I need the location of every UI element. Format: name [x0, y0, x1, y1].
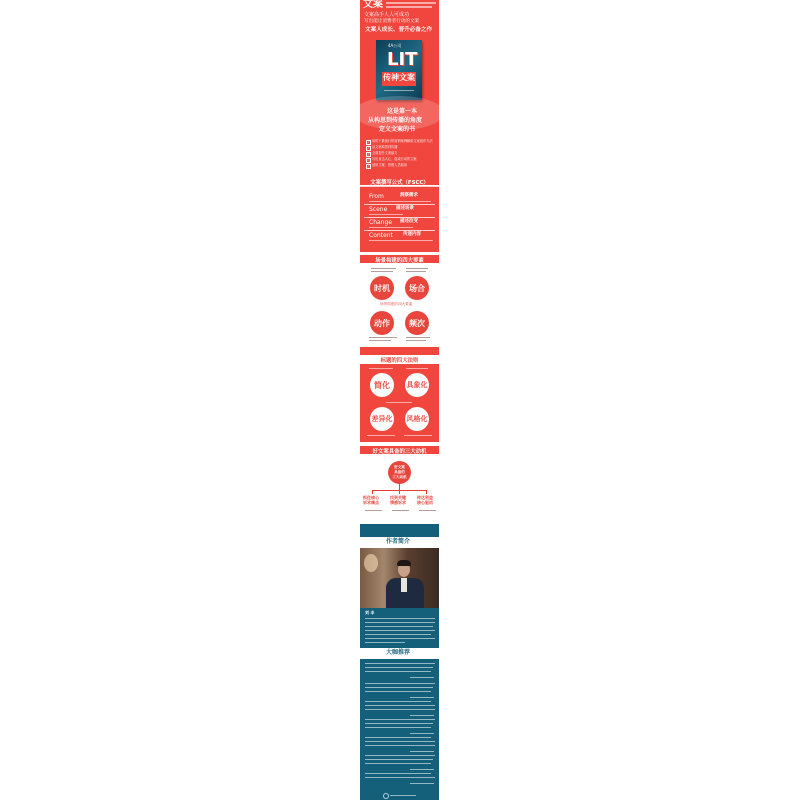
desc-line: [406, 368, 428, 369]
three-power-banner: 好文案具备的三大动机: [360, 446, 439, 454]
bullet-5: 适用文案、营销人员阅读: [372, 163, 408, 167]
check-icon: ✓: [367, 152, 370, 156]
author-photo-hair: [397, 560, 411, 566]
hero-tagline: 文案人成长、晋升必备之作: [365, 27, 433, 33]
author-banner: 作者简介: [386, 538, 411, 545]
review-text-line: [365, 667, 433, 668]
desc-line: [406, 337, 430, 338]
author-name: 刘 丰: [365, 610, 375, 615]
desc-line: [404, 435, 432, 436]
element-circle-timing: 时机: [370, 276, 394, 300]
author-divider-bar: [360, 524, 439, 537]
fscc-en-1: From: [369, 193, 384, 200]
review-text-line: [365, 723, 433, 724]
fscc-cn-4: 传递内容: [403, 232, 421, 237]
author-photo: [360, 548, 439, 608]
fscc-top-line: [360, 186, 439, 187]
fscc-section: [360, 186, 439, 252]
bullet-4: 写出直击人心、促成行动的文案: [372, 157, 417, 161]
fscc-desc-1: [369, 201, 431, 202]
reviews-section: [360, 659, 439, 800]
four-elements-section: [360, 252, 439, 347]
product-detail-strip: [360, 0, 439, 800]
motive-1-line-2: 诉求痛点: [363, 500, 379, 505]
four-rules-banner-wrap: [360, 355, 439, 364]
three-power-section: [360, 442, 439, 524]
fscc-divider: [364, 230, 435, 231]
tree-connector: [399, 490, 400, 494]
four-elements-banner: 场景构建的四大要素: [360, 255, 439, 263]
hero-title: 文案: [363, 0, 383, 10]
slogan-line-2: 从构思到传播的角度: [368, 117, 423, 124]
review-text-line: [365, 737, 431, 738]
desc-line: [371, 271, 393, 272]
review-signature-line: [410, 783, 434, 784]
desc-line: [371, 268, 396, 269]
book-cover-title: 传神文案: [383, 73, 415, 82]
four-rules-section: [360, 364, 439, 442]
slogan-line-1: 这是第一本: [387, 108, 418, 115]
fscc-cn-2: 描述场景: [396, 206, 414, 211]
desc-line: [419, 510, 436, 511]
bio-line: [365, 642, 405, 643]
hero-section: [360, 0, 439, 177]
footer-line: [390, 795, 416, 796]
rule-circle-concretize: 具象化: [405, 373, 429, 397]
review-text-line: [365, 663, 435, 664]
fscc-desc-2: [369, 214, 403, 215]
review-signature-line: [410, 677, 434, 678]
hero-subtitle-2: 写出能让消费者行动的文案: [364, 19, 420, 24]
review-signature-line: [410, 697, 434, 698]
tree-connector: [372, 490, 373, 494]
check-icon: ✓: [367, 140, 370, 144]
motive-1-line-1: 抓住核心: [363, 495, 379, 500]
review-text-line: [365, 719, 435, 720]
desc-line: [406, 268, 428, 269]
element-circle-occasion: 场合: [405, 276, 429, 300]
check-icon: ✓: [367, 146, 370, 150]
motive-2-line-1: 找到关键: [390, 495, 406, 500]
bullet-3: 全面提升文案能力: [372, 151, 398, 155]
review-text-line: [365, 691, 431, 692]
review-text-line: [365, 683, 435, 684]
desc-line: [367, 435, 395, 436]
hero-deco-line: [386, 6, 432, 8]
fscc-cn-3: 描述改变: [400, 219, 418, 224]
review-text-line: [365, 773, 431, 774]
four-rules-top-bar: [360, 347, 439, 355]
fscc-en-3: Change: [369, 219, 392, 226]
rule-circle-simplify: 简化: [370, 373, 394, 397]
review-text-line: [365, 763, 431, 764]
author-banner-wrap: [360, 537, 439, 548]
review-text-line: [365, 777, 435, 778]
reviews-banner-wrap: [360, 648, 439, 659]
fscc-banner: 文案撰写公式（FSCC）: [360, 177, 439, 185]
desc-line: [369, 340, 391, 341]
desc-line: [365, 510, 382, 511]
tree-connector: [426, 490, 427, 494]
fscc-en-4: Content: [369, 232, 393, 239]
book-cover: [376, 40, 422, 100]
review-text-line: [365, 687, 433, 688]
review-signature-line: [410, 733, 434, 734]
review-signature-line: [410, 769, 434, 770]
review-signature-line: [410, 715, 434, 716]
book-cover-top: 4A公司: [388, 43, 402, 48]
hero-subtitle-1: 文案高手人人可成功: [364, 12, 410, 18]
motive-3-line-1: 传达利益: [417, 495, 433, 500]
rule-circle-stylize: 风格化: [405, 407, 429, 431]
bio-line: [365, 622, 435, 623]
author-photo-shirt: [401, 578, 407, 592]
bio-line: [365, 618, 435, 619]
author-photo-lamp: [364, 554, 378, 572]
bio-line: [365, 638, 435, 639]
bio-line: [365, 626, 433, 627]
four-elements-center-label: 场景构建的四大要素: [380, 302, 413, 306]
fscc-banner-wrap: [360, 177, 439, 186]
review-signature-line: [410, 751, 434, 752]
reviews-banner: 大咖推荐: [386, 649, 411, 656]
motive-3-line-2: 核心驱动: [417, 500, 433, 505]
hero-deco-line: [386, 2, 436, 4]
bullet-2: 从文案构思到传播: [372, 145, 398, 149]
three-power-center-circle: 好文案 具备的 三大动机: [388, 461, 411, 484]
fscc-divider: [364, 217, 435, 218]
fscc-desc-4: [369, 240, 433, 241]
author-bio: [360, 608, 439, 648]
desc-line: [392, 510, 409, 511]
review-text-line: [365, 745, 435, 746]
review-text-line: [365, 671, 431, 672]
desc-line: [406, 271, 426, 272]
review-text-line: [365, 755, 435, 756]
fscc-desc-3: [369, 227, 413, 228]
fscc-divider: [364, 204, 435, 205]
bio-line: [365, 634, 431, 635]
rule-circle-differentiate: 差异化: [370, 407, 394, 431]
fscc-en-2: Scene: [369, 206, 388, 213]
desc-line: [386, 402, 412, 403]
desc-line: [369, 337, 397, 338]
bullet-1: 用时下最流行的营销案例解析文案创作方法: [372, 139, 433, 143]
desc-line: [369, 368, 393, 369]
four-rules-banner: 标题的四大法则: [360, 355, 439, 363]
book-cover-big: LIT: [387, 49, 418, 70]
review-text-line: [365, 701, 431, 702]
footer-logo-icon: [383, 793, 389, 799]
bio-line: [365, 630, 435, 631]
element-circle-action: 动作: [370, 311, 394, 335]
fscc-cn-1: 洞察需求: [400, 193, 418, 198]
review-text-line: [365, 709, 435, 710]
motive-2-line-2: 情感诉求: [390, 500, 406, 505]
review-text-line: [365, 705, 435, 706]
desc-line: [406, 340, 426, 341]
review-text-line: [365, 741, 435, 742]
check-icon: ✓: [367, 164, 370, 168]
check-icon: ✓: [367, 158, 370, 162]
element-circle-frequency: 频次: [405, 311, 429, 335]
review-text-line: [365, 727, 431, 728]
slogan-line-3: 定义文案的书: [379, 126, 416, 133]
review-text-line: [365, 759, 433, 760]
